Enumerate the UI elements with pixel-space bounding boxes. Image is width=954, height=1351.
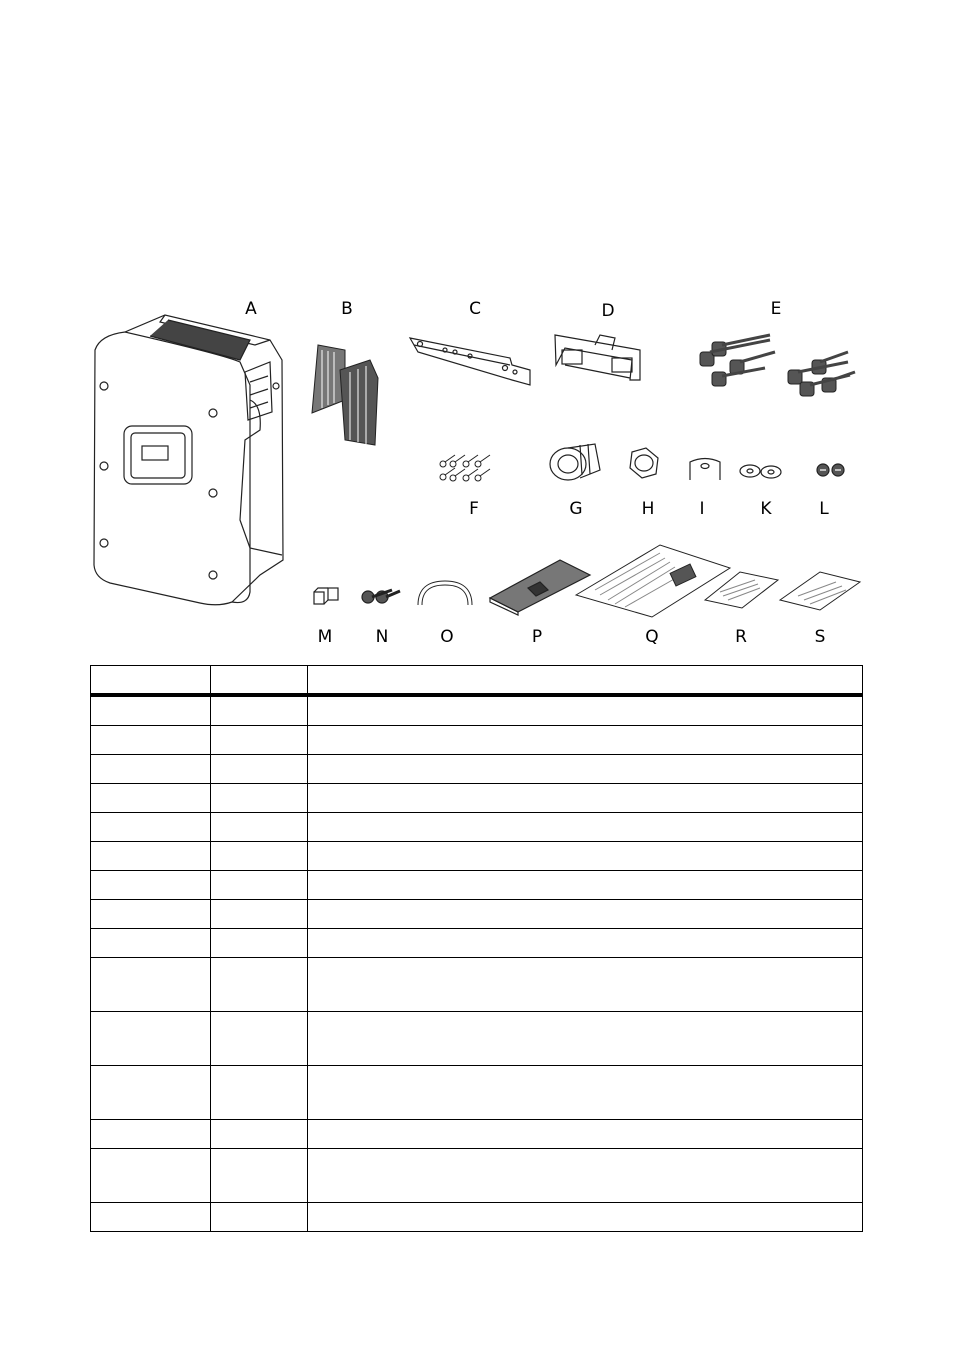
cell-position — [91, 784, 211, 813]
table-row — [91, 1012, 863, 1066]
table-row — [91, 1066, 863, 1120]
mounting-part-drawing — [555, 335, 640, 380]
label-c: C — [469, 299, 481, 319]
cell-description — [308, 842, 863, 871]
cell-description — [308, 1120, 863, 1149]
cell-position — [91, 1066, 211, 1120]
manual-drawing — [490, 560, 590, 615]
table-row — [91, 784, 863, 813]
label-r: R — [735, 627, 747, 647]
cell-position — [91, 695, 211, 726]
cell-description — [308, 1203, 863, 1232]
cell-description — [308, 813, 863, 842]
cell-quantity — [211, 900, 308, 929]
cell-quantity — [211, 1149, 308, 1203]
table-row — [91, 755, 863, 784]
cell-quantity — [211, 1066, 308, 1120]
cell-quantity — [211, 871, 308, 900]
cell-position — [91, 929, 211, 958]
cell-position — [91, 1149, 211, 1203]
label-e: E — [770, 299, 782, 319]
label-p: P — [531, 627, 543, 647]
table-header-row — [91, 666, 863, 696]
label-g: G — [569, 499, 583, 519]
table-row — [91, 813, 863, 842]
label-i: I — [699, 499, 705, 519]
label-b: B — [341, 299, 353, 319]
header-description — [308, 666, 863, 696]
cell-quantity — [211, 1120, 308, 1149]
l-screws-drawing — [817, 464, 844, 476]
n-screws-drawing — [362, 590, 400, 603]
hose-drawing — [420, 583, 470, 605]
cell-quantity — [211, 958, 308, 1012]
cell-position — [91, 1012, 211, 1066]
header-position — [91, 666, 211, 696]
cable-gland-drawing — [550, 444, 600, 480]
cell-position — [91, 900, 211, 929]
label-q: Q — [645, 627, 659, 647]
cell-description — [308, 784, 863, 813]
screws-drawing — [440, 455, 490, 481]
cell-quantity — [211, 755, 308, 784]
lock-nut-drawing — [630, 448, 658, 478]
label-f: F — [469, 499, 479, 519]
cell-description — [308, 726, 863, 755]
cell-position — [91, 842, 211, 871]
cell-description — [308, 929, 863, 958]
label-n: N — [375, 627, 389, 647]
s-sheet-drawing — [780, 572, 860, 610]
cell-quantity — [211, 813, 308, 842]
scope-of-delivery-figure — [0, 0, 954, 660]
cell-position — [91, 1120, 211, 1149]
table-row — [91, 1149, 863, 1203]
scope-of-delivery-table — [90, 665, 863, 1232]
air-guide-drawing — [312, 345, 378, 445]
label-h: H — [641, 499, 655, 519]
washers-drawing — [740, 465, 781, 478]
label-k: K — [760, 499, 772, 519]
wall-bracket-drawing — [410, 338, 530, 385]
table-row — [91, 900, 863, 929]
cell-quantity — [211, 842, 308, 871]
cell-quantity — [211, 1203, 308, 1232]
cell-description — [308, 1066, 863, 1120]
cell-description — [308, 871, 863, 900]
guide-drawing — [576, 545, 730, 617]
table-row — [91, 929, 863, 958]
label-m: M — [317, 627, 333, 647]
cell-quantity — [211, 784, 308, 813]
cell-position — [91, 813, 211, 842]
cell-quantity — [211, 1012, 308, 1066]
cell-description — [308, 755, 863, 784]
cell-quantity — [211, 929, 308, 958]
cell-quantity — [211, 726, 308, 755]
cell-description — [308, 695, 863, 726]
cell-position — [91, 755, 211, 784]
jumpers-drawing — [314, 588, 338, 604]
table-row — [91, 695, 863, 726]
label-a: A — [245, 299, 257, 319]
cell-description — [308, 900, 863, 929]
table-row — [91, 726, 863, 755]
table-body — [91, 695, 863, 1232]
table-row — [91, 958, 863, 1012]
header-quantity — [211, 666, 308, 696]
cell-position — [91, 1203, 211, 1232]
inverter-drawing — [94, 315, 283, 605]
cell-position — [91, 871, 211, 900]
table-row — [91, 871, 863, 900]
label-l: L — [819, 499, 829, 519]
label-o: O — [440, 627, 454, 647]
cell-description — [308, 958, 863, 1012]
table-row — [91, 1120, 863, 1149]
cell-position — [91, 958, 211, 1012]
table-row — [91, 842, 863, 871]
label-d: D — [601, 301, 615, 321]
cell-description — [308, 1149, 863, 1203]
cell-quantity — [211, 695, 308, 726]
table-row — [91, 1203, 863, 1232]
cell-description — [308, 1012, 863, 1066]
dc-connectors-drawing — [700, 335, 855, 396]
label-s: S — [814, 627, 826, 647]
clamp-drawing — [690, 459, 720, 481]
parts-illustration — [0, 0, 954, 660]
cell-position — [91, 726, 211, 755]
